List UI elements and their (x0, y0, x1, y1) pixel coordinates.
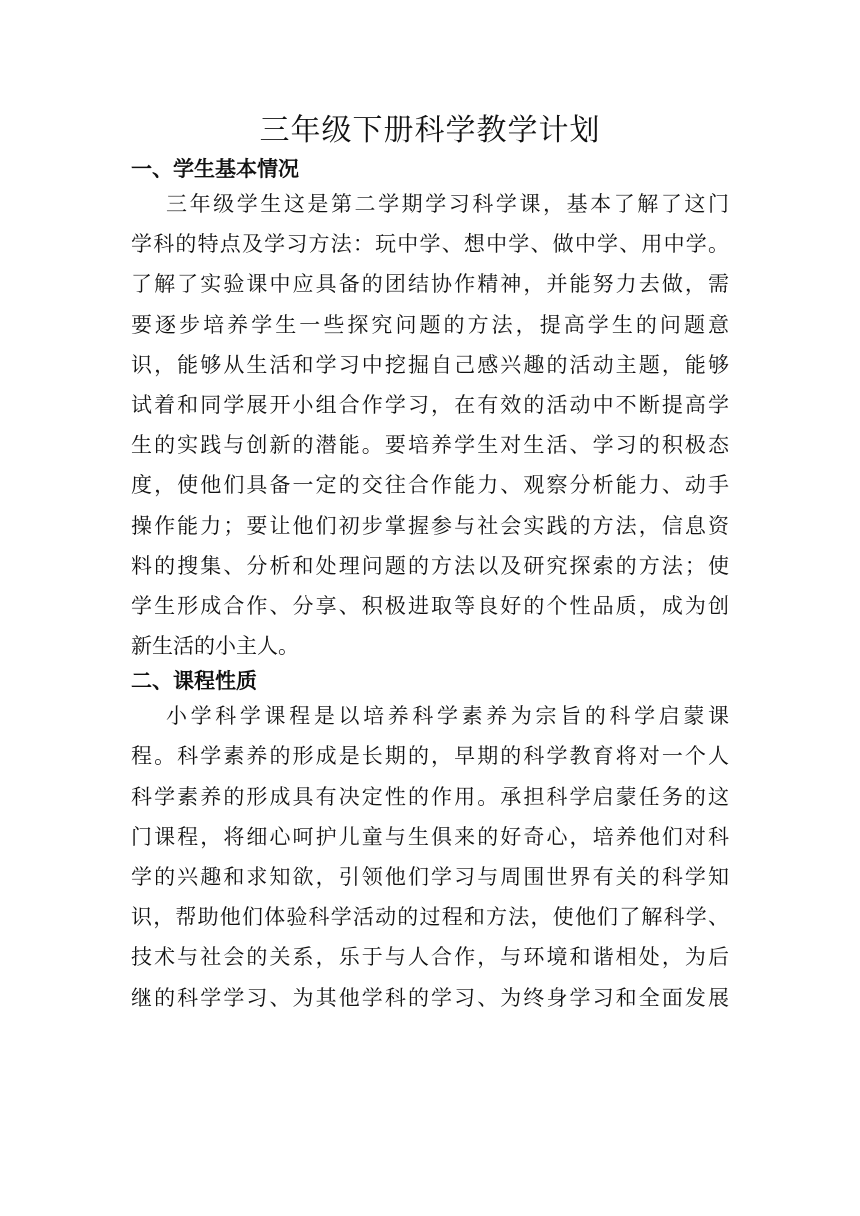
paragraph-line: 继的科学学习、为其他学科的学习、为终身学习和全面发展 (131, 985, 729, 1010)
paragraph-line: 技术与社会的关系，乐于与人合作，与环境和谐相处，为后 (131, 945, 729, 970)
paragraph-line: 要逐步培养学生一些探究问题的方法，提高学生的问题意 (131, 312, 729, 337)
section-heading-course-nature: 二、课程性质 (131, 669, 257, 694)
section-heading-student-situation: 一、学生基本情况 (131, 157, 299, 181)
paragraph-line: 识，能够从生活和学习中挖掘自己感兴趣的活动主题，能够 (131, 352, 729, 377)
paragraph-line: 操作能力；要让他们初步掌握参与社会实践的方法，信息资 (131, 513, 729, 538)
paragraph-line: 学的兴趣和求知欲，引领他们学习与周围世界有关的科学知 (131, 865, 729, 889)
paragraph-line: 料的搜集、分析和处理问题的方法以及研究探索的方法；使 (131, 553, 729, 578)
paragraph-student-situation (131, 184, 729, 666)
paragraph-line: 三年级学生这是第二学期学习科学课，基本了解了这门 (166, 192, 729, 216)
paragraph-line: 新生活的小主人。 (131, 634, 299, 659)
paragraph-course-nature (131, 696, 729, 1018)
paragraph-line: 门课程，将细心呵护儿童与生俱来的好奇心，培养他们对科 (131, 824, 729, 849)
paragraph-line: 学生形成合作、分享、积极进取等良好的个性品质，成为创 (131, 593, 729, 618)
paragraph-line: 了解了实验课中应具备的团结协作精神，并能努力去做，需 (131, 272, 729, 297)
paragraph-line: 科学素养的形成具有决定性的作用。承担科学启蒙任务的这 (131, 784, 729, 809)
paragraph-line: 试着和同学展开小组合作学习，在有效的活动中不断提高学 (131, 392, 729, 417)
paragraph-line: 学科的特点及学习方法：玩中学、想中学、做中学、用中学。 (131, 232, 729, 257)
paragraph-line: 程。科学素养的形成是长期的，早期的科学教育将对一个人 (131, 744, 729, 769)
document-title: 三年级下册科学教学计划 (259, 113, 601, 148)
paragraph-line: 度，使他们具备一定的交往合作能力、观察分析能力、动手 (131, 473, 729, 498)
paragraph-line: 生的实践与创新的潜能。要培养学生对生活、学习的积极态 (131, 433, 729, 458)
paragraph-line: 识，帮助他们体验科学活动的过程和方法，使他们了解科学、 (131, 905, 729, 930)
paragraph-line: 小学科学课程是以培养科学素养为宗旨的科学启蒙课 (166, 704, 729, 729)
document-page (131, 108, 729, 1018)
